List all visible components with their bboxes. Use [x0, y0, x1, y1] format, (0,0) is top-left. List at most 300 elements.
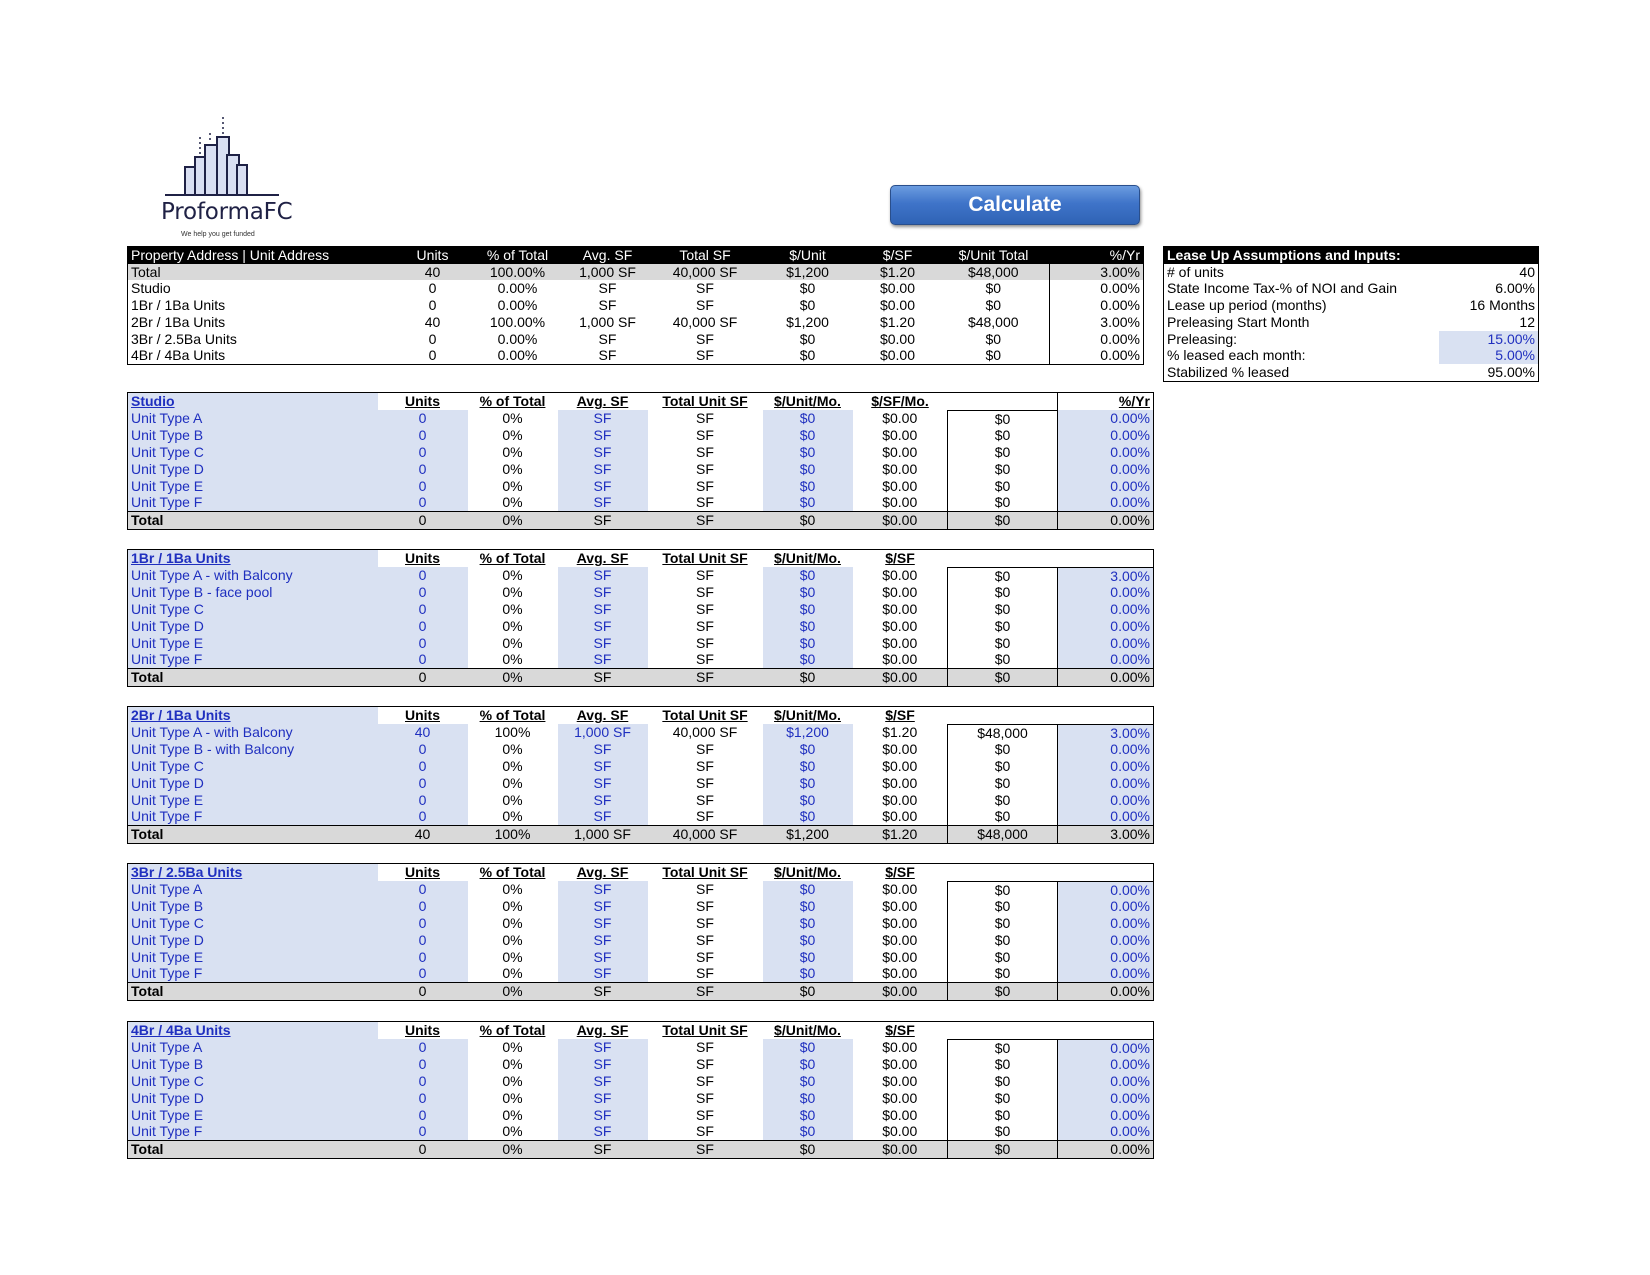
calc-cell: SF [696, 601, 714, 618]
summary-cell: 100.00% [473, 264, 563, 281]
summary-row [128, 280, 1144, 297]
input-cell[interactable]: 0.00% [1058, 881, 1154, 898]
input-cell[interactable]: Unit Type D [128, 932, 378, 949]
summary-cell: 0.00% [1050, 347, 1144, 364]
input-cell[interactable]: 0.00% [1058, 427, 1154, 444]
input-cell[interactable]: SF [558, 618, 648, 635]
input-cell[interactable]: 1,000 SF [558, 724, 648, 741]
lease-up-label: Stabilized % leased [1167, 363, 1290, 380]
lease-up-label: Lease up period (months) [1167, 297, 1327, 314]
input-cell[interactable]: Unit Type B [128, 427, 378, 444]
calc-cell: 0% [502, 741, 523, 758]
input-cell[interactable]: Unit Type C [128, 1073, 378, 1090]
input-cell[interactable]: Unit Type F [128, 651, 378, 668]
input-cell[interactable]: $0 [763, 1123, 853, 1140]
input-cell[interactable]: 0 [378, 775, 468, 792]
section-total-row [128, 1140, 1154, 1158]
column-header: Units [405, 393, 440, 410]
input-cell[interactable]: Unit Type E [128, 478, 378, 495]
unit-type-row [128, 584, 1154, 601]
column-header [1058, 1022, 1154, 1040]
column-header: Avg. SF [576, 550, 629, 567]
lease-up-input[interactable]: 5.00% [1439, 347, 1539, 364]
lease-up-title-row [1164, 247, 1539, 264]
input-cell[interactable]: SF [558, 1123, 648, 1140]
input-cell[interactable]: SF [558, 915, 648, 932]
input-cell[interactable]: Unit Type D [128, 461, 378, 478]
column-header: $/Unit Total [938, 247, 1050, 264]
input-cell[interactable]: $0 [763, 792, 853, 809]
input-cell[interactable]: Unit Type A - with Balcony [128, 724, 378, 741]
input-cell[interactable]: 0 [378, 1056, 468, 1073]
input-cell[interactable]: $0 [763, 461, 853, 478]
input-cell[interactable]: Unit Type B [128, 1056, 378, 1073]
section-header-row [128, 1022, 1154, 1040]
summary-cell: $0 [799, 297, 816, 314]
input-cell[interactable]: $0 [763, 494, 853, 511]
column-header: %/Yr [1050, 247, 1144, 264]
input-cell[interactable]: Unit Type F [128, 494, 378, 511]
lease-up-row [1164, 264, 1539, 281]
calc-cell: SF [696, 651, 714, 668]
total-label: Total [128, 1140, 378, 1158]
input-cell[interactable]: 0 [378, 898, 468, 915]
total-label: Total [128, 825, 378, 843]
input-cell[interactable]: 0 [378, 1123, 468, 1140]
input-cell[interactable]: Unit Type F [128, 808, 378, 825]
input-cell[interactable]: 0 [378, 808, 468, 825]
input-cell[interactable]: SF [558, 651, 648, 668]
column-header: Total Unit SF [662, 864, 748, 881]
input-cell[interactable]: 0 [378, 494, 468, 511]
calc-cell: $0 [948, 775, 1058, 792]
calc-cell: $0.00 [882, 808, 918, 825]
lease-up-row [1164, 331, 1539, 348]
input-cell[interactable]: SF [558, 881, 648, 898]
input-cell[interactable]: Unit Type E [128, 792, 378, 809]
input-cell[interactable]: 0 [378, 915, 468, 932]
input-cell[interactable]: SF [558, 1056, 648, 1073]
input-cell[interactable]: $1,200 [763, 724, 853, 741]
total-cell: $0 [763, 668, 853, 686]
input-cell[interactable]: $0 [763, 965, 853, 982]
summary-cell: SF [696, 330, 714, 347]
input-cell[interactable]: Unit Type C [128, 758, 378, 775]
summary-cell: $0.00 [879, 347, 916, 364]
column-header: % of Total [479, 393, 546, 410]
unit-type-row [128, 1039, 1154, 1056]
input-cell[interactable]: Unit Type B - face pool [128, 584, 378, 601]
input-cell[interactable]: $0 [763, 567, 853, 584]
input-cell[interactable]: $0 [763, 758, 853, 775]
summary-cell: $1,200 [758, 264, 858, 281]
calc-cell: $0 [948, 915, 1058, 932]
input-cell[interactable]: 0.00% [1058, 1090, 1154, 1107]
unit-type-row [128, 724, 1154, 741]
input-cell[interactable]: 0 [378, 1090, 468, 1107]
input-cell[interactable]: 0 [378, 584, 468, 601]
input-cell[interactable]: Unit Type A [128, 410, 378, 427]
section-total-row [128, 511, 1154, 529]
input-cell[interactable]: Unit Type C [128, 915, 378, 932]
calc-cell: SF [696, 898, 714, 915]
column-header: Units [393, 247, 473, 264]
summary-cell: 40,000 SF [653, 264, 758, 281]
calc-cell: $0 [948, 741, 1058, 758]
summary-cell: SF [696, 280, 714, 297]
input-cell[interactable]: SF [558, 567, 648, 584]
input-cell[interactable]: 0.00% [1058, 444, 1154, 461]
input-cell[interactable]: 0.00% [1058, 1107, 1154, 1124]
input-cell[interactable]: SF [558, 601, 648, 618]
calc-cell: $0.00 [882, 1123, 918, 1140]
calc-cell: SF [696, 948, 714, 965]
column-header [948, 550, 1058, 568]
lease-up-label: State Income Tax-% of NOI and Gain [1167, 280, 1398, 297]
total-label: Total [128, 668, 378, 686]
column-header: Total Unit SF [662, 393, 748, 410]
section-title: 3Br / 2.5Ba Units [128, 864, 378, 882]
column-header [948, 707, 1058, 725]
input-cell[interactable]: $0 [763, 932, 853, 949]
unit-section-table [127, 863, 1154, 1001]
input-cell[interactable]: SF [558, 792, 648, 809]
input-cell[interactable]: $0 [763, 478, 853, 495]
calc-cell: 0% [502, 494, 523, 511]
summary-cell: Studio [131, 280, 171, 297]
input-cell[interactable]: $0 [763, 601, 853, 618]
column-header: Avg. SF [563, 247, 653, 264]
input-cell[interactable]: SF [558, 1090, 648, 1107]
calc-cell: 0% [502, 567, 523, 584]
input-cell[interactable]: Unit Type F [128, 965, 378, 982]
total-cell: 1,000 SF [558, 825, 648, 843]
input-cell[interactable]: 0.00% [1058, 898, 1154, 915]
input-cell[interactable]: 0 [378, 932, 468, 949]
input-cell[interactable]: Unit Type C [128, 444, 378, 461]
summary-cell: $0 [799, 347, 816, 364]
calc-cell: 0% [502, 915, 523, 932]
input-cell[interactable]: $0 [763, 898, 853, 915]
input-cell[interactable]: SF [558, 808, 648, 825]
calc-cell: SF [696, 617, 714, 634]
input-cell[interactable]: Unit Type A [128, 1039, 378, 1056]
input-cell[interactable]: 0 [378, 567, 468, 584]
input-cell[interactable]: 0.00% [1058, 915, 1154, 932]
input-cell[interactable]: 0.00% [1058, 584, 1154, 601]
input-cell[interactable]: Unit Type B - with Balcony [128, 741, 378, 758]
input-cell[interactable]: 0 [378, 881, 468, 898]
input-cell[interactable]: 0.00% [1058, 1073, 1154, 1090]
input-cell[interactable]: SF [558, 741, 648, 758]
calc-cell: $0 [948, 1090, 1058, 1107]
input-cell[interactable]: $0 [763, 808, 853, 825]
input-cell[interactable]: 0.00% [1058, 932, 1154, 949]
input-cell[interactable]: 0.00% [1058, 478, 1154, 495]
input-cell[interactable]: Unit Type A - with Balcony [128, 567, 378, 584]
input-cell[interactable]: 0 [378, 635, 468, 652]
calc-cell: $0.00 [882, 567, 918, 584]
total-cell: $1.20 [853, 825, 948, 843]
total-cell: SF [648, 511, 763, 529]
calc-cell: $0.00 [882, 1073, 918, 1090]
input-cell[interactable]: $0 [763, 1056, 853, 1073]
input-cell[interactable]: 0 [378, 478, 468, 495]
section-total-row [128, 982, 1154, 1000]
input-cell[interactable]: 0.00% [1058, 635, 1154, 652]
calc-cell: SF [696, 965, 714, 982]
unit-type-row [128, 461, 1154, 478]
input-cell[interactable]: Unit Type B [128, 898, 378, 915]
input-cell[interactable]: $0 [763, 427, 853, 444]
input-cell[interactable]: Unit Type F [128, 1123, 378, 1140]
unit-type-row [128, 808, 1154, 825]
column-header: % of Total [473, 247, 563, 264]
calc-cell: $48,000 [948, 724, 1058, 741]
total-cell: $0 [948, 511, 1058, 529]
input-cell[interactable]: SF [558, 635, 648, 652]
input-cell[interactable]: 0 [378, 427, 468, 444]
input-cell[interactable]: SF [558, 444, 648, 461]
column-header: Total Unit SF [662, 707, 748, 724]
input-cell[interactable]: 0.00% [1058, 410, 1154, 427]
unit-type-row [128, 601, 1154, 618]
input-cell[interactable]: 40 [378, 724, 468, 741]
input-cell[interactable]: $0 [763, 741, 853, 758]
input-cell[interactable]: $0 [763, 915, 853, 932]
calc-cell: $0 [948, 601, 1058, 618]
calc-cell: SF [696, 494, 714, 511]
input-cell[interactable]: SF [558, 949, 648, 966]
input-cell[interactable]: 0.00% [1058, 949, 1154, 966]
calc-cell: 0% [502, 1089, 523, 1106]
input-cell[interactable]: 0.00% [1058, 1039, 1154, 1056]
calc-cell: $0 [948, 881, 1058, 898]
total-cell: 0.00% [1058, 511, 1154, 529]
input-cell[interactable]: 0 [378, 1073, 468, 1090]
input-cell[interactable]: $0 [763, 1039, 853, 1056]
calc-cell: SF [696, 427, 714, 444]
input-cell[interactable]: $0 [763, 618, 853, 635]
input-cell[interactable]: Unit Type A [128, 881, 378, 898]
summary-table [127, 246, 1144, 365]
calc-cell: $0 [948, 635, 1058, 652]
input-cell[interactable]: 0 [378, 618, 468, 635]
input-cell[interactable]: $0 [763, 651, 853, 668]
input-cell[interactable]: 0 [378, 1107, 468, 1124]
input-cell[interactable]: SF [558, 898, 648, 915]
summary-row [128, 331, 1144, 348]
total-cell: $0.00 [853, 982, 948, 1000]
input-cell[interactable]: 0.00% [1058, 461, 1154, 478]
section-header-row [128, 864, 1154, 882]
calc-cell: $0.00 [882, 1056, 918, 1073]
input-cell[interactable]: 0.00% [1058, 775, 1154, 792]
input-cell[interactable]: Unit Type D [128, 775, 378, 792]
calc-cell: SF [696, 741, 714, 758]
calc-cell: $0.00 [882, 965, 918, 982]
lease-up-row [1164, 364, 1539, 381]
calc-cell: 0% [502, 1106, 523, 1123]
summary-cell: 0.00% [1050, 280, 1144, 297]
input-cell[interactable]: SF [558, 1107, 648, 1124]
input-cell[interactable]: 3.00% [1058, 724, 1154, 741]
summary-cell: $48,000 [938, 264, 1050, 281]
summary-cell: 1,000 SF [579, 313, 636, 330]
input-cell[interactable]: 0.00% [1058, 808, 1154, 825]
input-cell[interactable]: SF [558, 584, 648, 601]
input-cell[interactable]: 0.00% [1058, 618, 1154, 635]
section-title: Studio [128, 393, 378, 411]
input-cell[interactable]: Unit Type E [128, 949, 378, 966]
input-cell[interactable]: $0 [763, 410, 853, 427]
calc-cell: $0.00 [882, 791, 918, 808]
calc-cell: 0% [502, 774, 523, 791]
unit-type-row [128, 932, 1154, 949]
calc-cell: $0.00 [882, 898, 918, 915]
input-cell[interactable]: Unit Type D [128, 618, 378, 635]
input-cell[interactable]: $0 [763, 635, 853, 652]
total-cell: 40 [378, 825, 468, 843]
column-header: %/Yr [1058, 393, 1154, 411]
calc-cell: $1.20 [882, 724, 918, 741]
section-total-row [128, 668, 1154, 686]
input-cell[interactable]: 0.00% [1058, 494, 1154, 511]
input-cell[interactable]: SF [558, 758, 648, 775]
input-cell[interactable]: 0 [378, 444, 468, 461]
total-cell: 0 [378, 1140, 468, 1158]
input-cell[interactable]: 0.00% [1058, 601, 1154, 618]
input-cell[interactable]: 0 [378, 410, 468, 427]
input-cell[interactable]: Unit Type C [128, 601, 378, 618]
calc-cell: $0.00 [882, 494, 918, 511]
summary-cell: SF [598, 280, 617, 297]
input-cell[interactable]: $0 [763, 775, 853, 792]
total-cell: SF [558, 1140, 648, 1158]
logo-wordmark: ProformaFC [161, 199, 293, 225]
total-cell: $0.00 [853, 668, 948, 686]
input-cell[interactable]: 0 [378, 758, 468, 775]
input-cell[interactable]: 0.00% [1058, 758, 1154, 775]
lease-up-value: 6.00% [1495, 280, 1535, 297]
unit-section-table [127, 706, 1154, 844]
input-cell[interactable]: 0 [378, 1039, 468, 1056]
input-cell[interactable]: 3.00% [1058, 567, 1154, 584]
calc-cell: $0.00 [882, 1106, 918, 1123]
calc-cell: 0% [502, 1123, 523, 1140]
input-cell[interactable]: SF [558, 494, 648, 511]
calc-cell: $0.00 [882, 948, 918, 965]
input-cell[interactable]: 0.00% [1058, 651, 1154, 668]
calc-cell: $0 [948, 584, 1058, 601]
input-cell[interactable]: SF [558, 1039, 648, 1056]
input-cell[interactable]: SF [558, 1073, 648, 1090]
input-cell[interactable]: 0.00% [1058, 1123, 1154, 1140]
input-cell[interactable]: $0 [763, 584, 853, 601]
column-header: $/SF [885, 864, 915, 881]
calc-cell: $0.00 [882, 758, 918, 775]
summary-cell: $0 [985, 330, 1002, 347]
input-cell[interactable]: 0 [378, 792, 468, 809]
lease-up-label: Preleasing: [1167, 330, 1238, 347]
input-cell[interactable]: Unit Type E [128, 635, 378, 652]
input-cell[interactable]: 0 [378, 461, 468, 478]
summary-header-row [128, 247, 1144, 264]
calculate-button[interactable]: Calculate [890, 185, 1140, 225]
lease-up-row [1164, 297, 1539, 314]
input-cell[interactable]: 0.00% [1058, 1056, 1154, 1073]
input-cell[interactable]: 0 [378, 651, 468, 668]
input-cell[interactable]: SF [558, 478, 648, 495]
lease-up-label: % leased each month: [1167, 347, 1306, 364]
summary-cell: $1.20 [879, 313, 916, 330]
total-cell: SF [558, 982, 648, 1000]
calc-cell: SF [696, 584, 714, 601]
calc-cell: $0 [948, 494, 1058, 511]
calc-cell: 0% [502, 965, 523, 982]
input-cell[interactable]: SF [558, 427, 648, 444]
column-header [948, 864, 1058, 882]
input-cell[interactable]: SF [558, 410, 648, 427]
input-cell[interactable]: $0 [763, 1107, 853, 1124]
unit-type-row [128, 567, 1154, 584]
calc-cell: $0 [948, 1073, 1058, 1090]
summary-cell: 0.00% [1050, 297, 1144, 314]
column-header: $/SF [885, 707, 915, 724]
input-cell[interactable]: 0 [378, 741, 468, 758]
input-cell[interactable]: $0 [763, 444, 853, 461]
summary-cell: 0.00% [497, 330, 538, 347]
input-cell[interactable]: 0.00% [1058, 792, 1154, 809]
input-cell[interactable]: Unit Type E [128, 1107, 378, 1124]
input-cell[interactable]: $0 [763, 949, 853, 966]
calc-cell: $0 [948, 949, 1058, 966]
summary-row [128, 314, 1144, 331]
lease-up-input[interactable]: 15.00% [1439, 331, 1539, 348]
unit-type-row [128, 1123, 1154, 1140]
total-cell: 0.00% [1058, 982, 1154, 1000]
input-cell[interactable]: $0 [763, 1090, 853, 1107]
input-cell[interactable]: SF [558, 461, 648, 478]
input-cell[interactable]: 0 [378, 965, 468, 982]
input-cell[interactable]: $0 [763, 881, 853, 898]
input-cell[interactable]: SF [558, 965, 648, 982]
input-cell[interactable]: Unit Type D [128, 1090, 378, 1107]
proformafc-logo [155, 115, 295, 245]
input-cell[interactable]: 0.00% [1058, 965, 1154, 982]
input-cell[interactable]: SF [558, 932, 648, 949]
calc-cell: SF [696, 1123, 714, 1140]
summary-cell: 100.00% [489, 313, 546, 330]
input-cell[interactable]: 0 [378, 601, 468, 618]
total-label: Total [128, 511, 378, 529]
section-total-row [128, 825, 1154, 843]
input-cell[interactable]: 0.00% [1058, 741, 1154, 758]
summary-cell: $0 [985, 347, 1002, 364]
unit-type-row [128, 494, 1154, 511]
calc-cell: SF [696, 410, 714, 427]
input-cell[interactable]: 0 [378, 949, 468, 966]
calc-cell: $0 [948, 427, 1058, 444]
column-header: $/Unit/Mo. [774, 864, 841, 881]
summary-cell: 2Br / 1Ba Units [131, 313, 226, 330]
input-cell[interactable]: $0 [763, 1073, 853, 1090]
total-cell: SF [558, 668, 648, 686]
calc-cell: $0.00 [882, 460, 918, 477]
input-cell[interactable]: SF [558, 775, 648, 792]
summary-cell: SF [696, 297, 714, 314]
summary-cell: SF [696, 347, 714, 364]
